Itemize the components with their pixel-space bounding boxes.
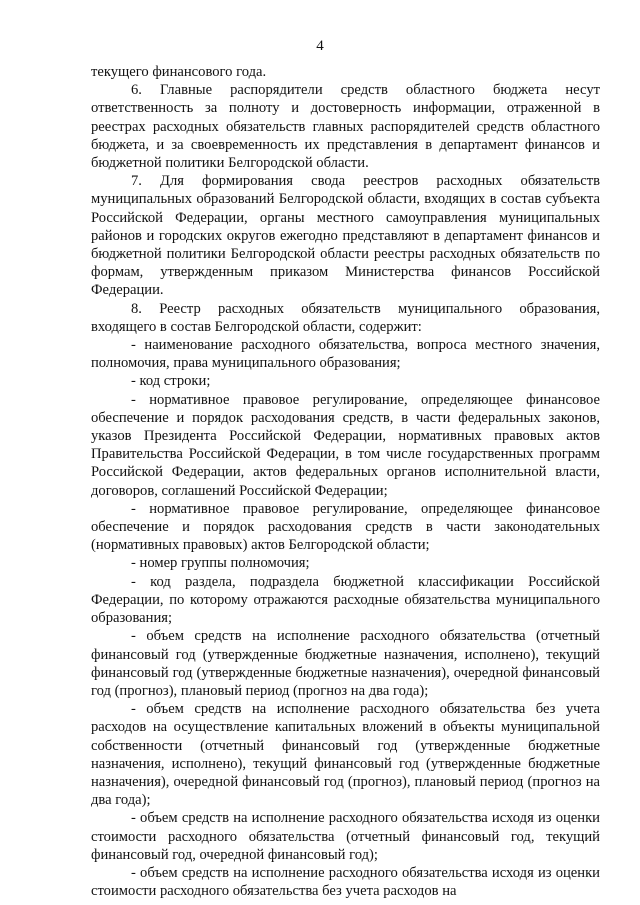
page-number: 4 bbox=[316, 38, 324, 54]
document-body bbox=[91, 63, 600, 900]
paragraph: - нормативное правовое регулирование, определяющее финансовое обеспечение и порядок расходования средств в части законодательных (нормативных правовых) актов Белгородской области; bbox=[91, 500, 600, 554]
paragraph: - объем средств на исполнение расходного обязательства исходя из оценки стоимости расходного обязательства без учета расходов на bbox=[91, 864, 600, 900]
paragraph: - код раздела, подраздела бюджетной классификации Российской Федерации, по которому отражаются расходные обязательства муниципального образования; bbox=[91, 573, 600, 627]
paragraph: 8. Реестр расходных обязательств муниципального образования, входящего в состав Белгородской области, содержит: bbox=[91, 300, 600, 335]
paragraph: текущего финансового года. bbox=[91, 64, 267, 80]
paragraph: - объем средств на исполнение расходного обязательства без учета расходов на осуществление капитальных вложений в объекты муниципальной собственности (отчетный финансовый год (утвержденные бюджетные назначения, исполнено), текущий финансовый год (утвержденные бюджетные назначения), очередной финансовый год (прогноз), плановый период (прогноз на два года); bbox=[91, 701, 600, 809]
paragraph: - объем средств на исполнение расходного обязательства (отчетный финансовый год (утвержденные бюджетные назначения, исполнено), текущий финансовый год (утвержденные бюджетные назначения), очередной финансовый год (прогноз), плановый период (прогноз на два года); bbox=[91, 628, 600, 699]
paragraph: - объем средств на исполнение расходного обязательства исходя из оценки стоимости расходного обязательства (отчетный финансовый год, текущий финансовый год, очередной финансовый год); bbox=[91, 810, 600, 863]
paragraph: 7. Для формирования свода реестров расходных обязательств муниципальных образований Белгородской области, входящих в состав субъекта Российской Федерации, органы местного самоуправления муниципальных районов и городских округов ежегодно представляют в департамент финансов и бюджетной политики Белгородской области реестры расходных обязательств по формам, утвержденным приказом Министерства финансов Российской Федерации. bbox=[91, 173, 600, 299]
paragraph: - нормативное правовое регулирование, определяющее финансовое обеспечение и порядок расходования средств, в части федеральных законов, указов Президента Российской Федерации, нормативных правовых актов Правительства Российской Федерации, в том числе государственных программ Российской Федерации, актов федеральных органов исполнительной власти, договоров, соглашений Российской Федерации; bbox=[91, 391, 600, 499]
paragraph: - наименование расходного обязательства, вопроса местного значения, полномочия, права муниципального образования; bbox=[91, 337, 600, 372]
paragraph: - номер группы полномочия; bbox=[131, 555, 310, 572]
paragraph: - код строки; bbox=[131, 373, 211, 390]
paragraph: 6. Главные распорядители средств областного бюджета несут ответственность за полноту и достоверность информации, отраженной в реестрах расходных обязательств главных распорядителей средств областного бюджета, и за своевременность их представления в департамент финансов и бюджетной политики Белгородской области. bbox=[91, 82, 600, 172]
